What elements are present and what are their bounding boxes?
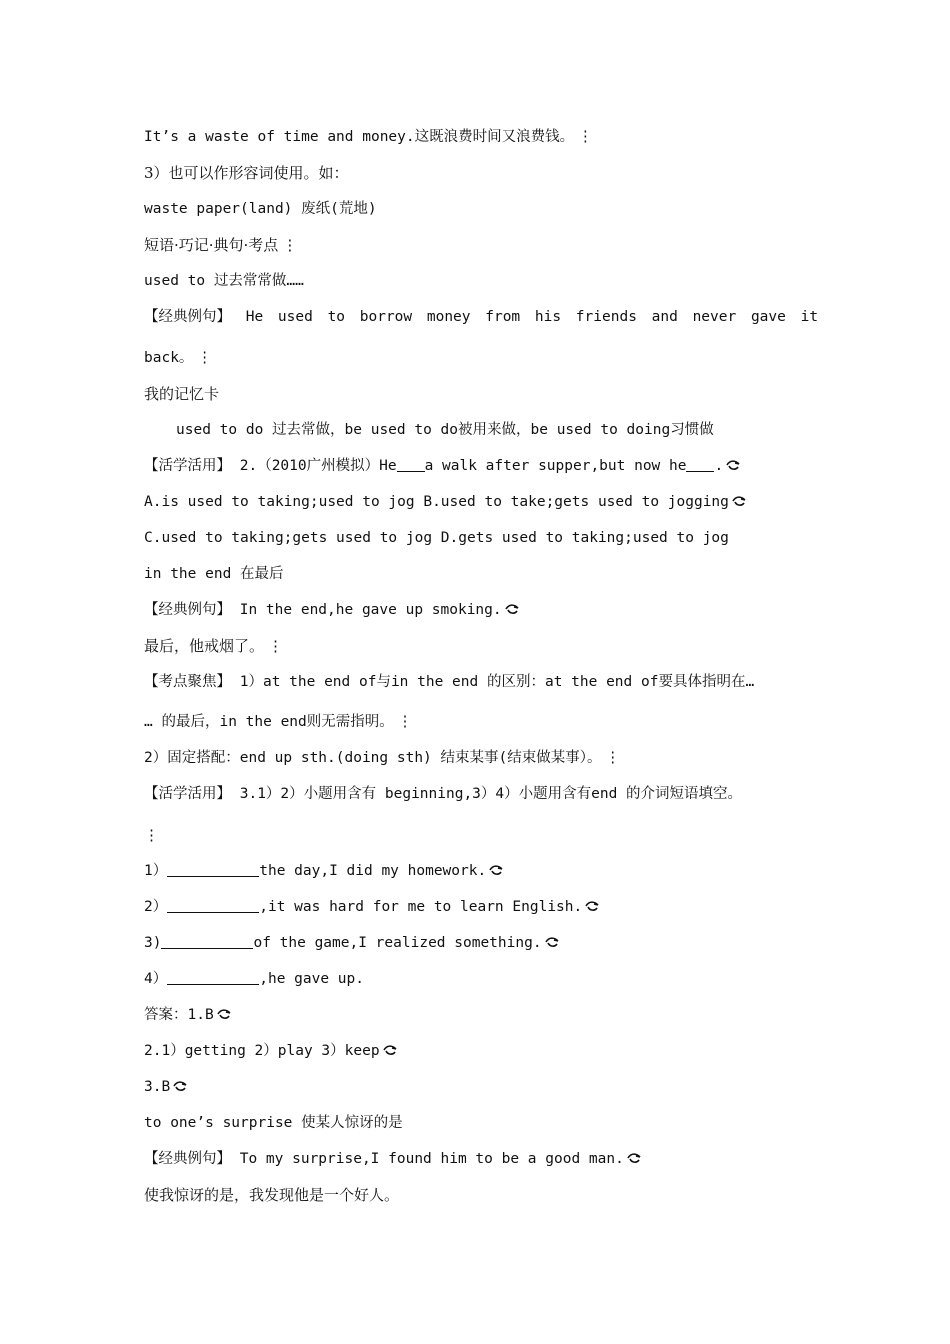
answer-blank [397,457,425,472]
text-line: … 的最后，in the end则无需指明。 ⋮ [144,714,413,730]
answer-blank [167,970,259,985]
text-line: 2）固定搭配：end up sth.(doing sth) 结束某事(结束做某事）。 ⋮ [144,750,620,766]
exercise-line: 1） the day,I did my homework. [144,861,808,881]
exercise-line: 2） ,it was hard for me to learn English. [144,897,808,917]
ellipsis-icon: ⋮ [578,129,593,145]
section-heading: 我的记忆卡 [144,385,220,403]
answer-blank [161,934,253,949]
return-mark-icon [216,1008,232,1020]
text-line: in the end 在最后 [144,566,284,582]
answer-line: 答案：1.B [144,1005,808,1025]
answer-line: 3.B [144,1077,808,1097]
option-line: C.used to taking;gets used to jog D.gets used to taking;used to jog [144,530,729,546]
text-line: to one’s surprise 使某人惊讶的是 [144,1115,403,1131]
return-mark-icon [382,1044,398,1056]
text-line: 短语·巧记·典句·考点 ⋮ [144,236,298,254]
ellipsis-icon: ⋮ [282,236,298,254]
return-mark-icon [584,900,600,912]
ellipsis-icon: ⋮ [605,750,620,766]
text-line: 使我惊讶的是，我发现他是一个好人。 [144,1186,400,1204]
return-mark-icon [488,864,504,876]
exercise-line: 【活学活用】 2.（2010广州模拟）He a walk after supper,but now he . [144,456,808,476]
answer-blank [686,457,714,472]
return-mark-icon [626,1152,642,1164]
text-line: It’s a waste of time and money.这既浪费时间又浪费钱。 ⋮ [144,129,593,145]
ellipsis-icon: ⋮ [144,826,159,844]
exercise-line: 3) of the game,I realized something. [144,933,808,953]
return-mark-icon [544,936,560,948]
text-line: used to do 过去常做，be used to do被用来做，be used to doing习惯做 [176,422,714,438]
text-line: 【经典例句】 In the end,he gave up smoking. [144,600,808,620]
text-line: used to 过去常常做…… [144,273,304,289]
text-line: 最后，他戒烟了。 ⋮ [144,637,284,655]
answer-line: 2.1）getting 2）play 3）keep [144,1041,808,1061]
answer-blank [167,862,259,877]
return-mark-icon [725,459,741,471]
text-line: 【经典例句】 He used to borrow money from his friends and never gave it [144,309,819,325]
exercise-line: 4） ,he gave up. [144,971,364,987]
ellipsis-icon: ⋮ [197,350,212,366]
return-mark-icon [172,1080,188,1092]
text-line: 【活学活用】 3.1）2）小题用含有 beginning,3）4）小题用含有end 的介词短语填空。 [144,786,743,802]
text-line: 3）也可以作形容词使用。如： [144,164,349,182]
answer-blank [167,898,259,913]
text-line: waste paper(land) 废纸(荒地) [144,201,377,217]
return-mark-icon [504,603,520,615]
text-line: 【考点聚焦】 1）at the end of与in the end 的区别：at the end of要具体指明在… [144,674,755,690]
ellipsis-icon: ⋮ [268,637,284,655]
ellipsis-icon: ⋮ [397,714,413,730]
option-line: A.is used to taking;used to jog B.used to take;gets used to jogging [144,492,808,512]
text-line: 【经典例句】 To my surprise,I found him to be a good man. [144,1149,808,1169]
text-line: back。 ⋮ [144,350,212,366]
return-mark-icon [731,495,747,507]
